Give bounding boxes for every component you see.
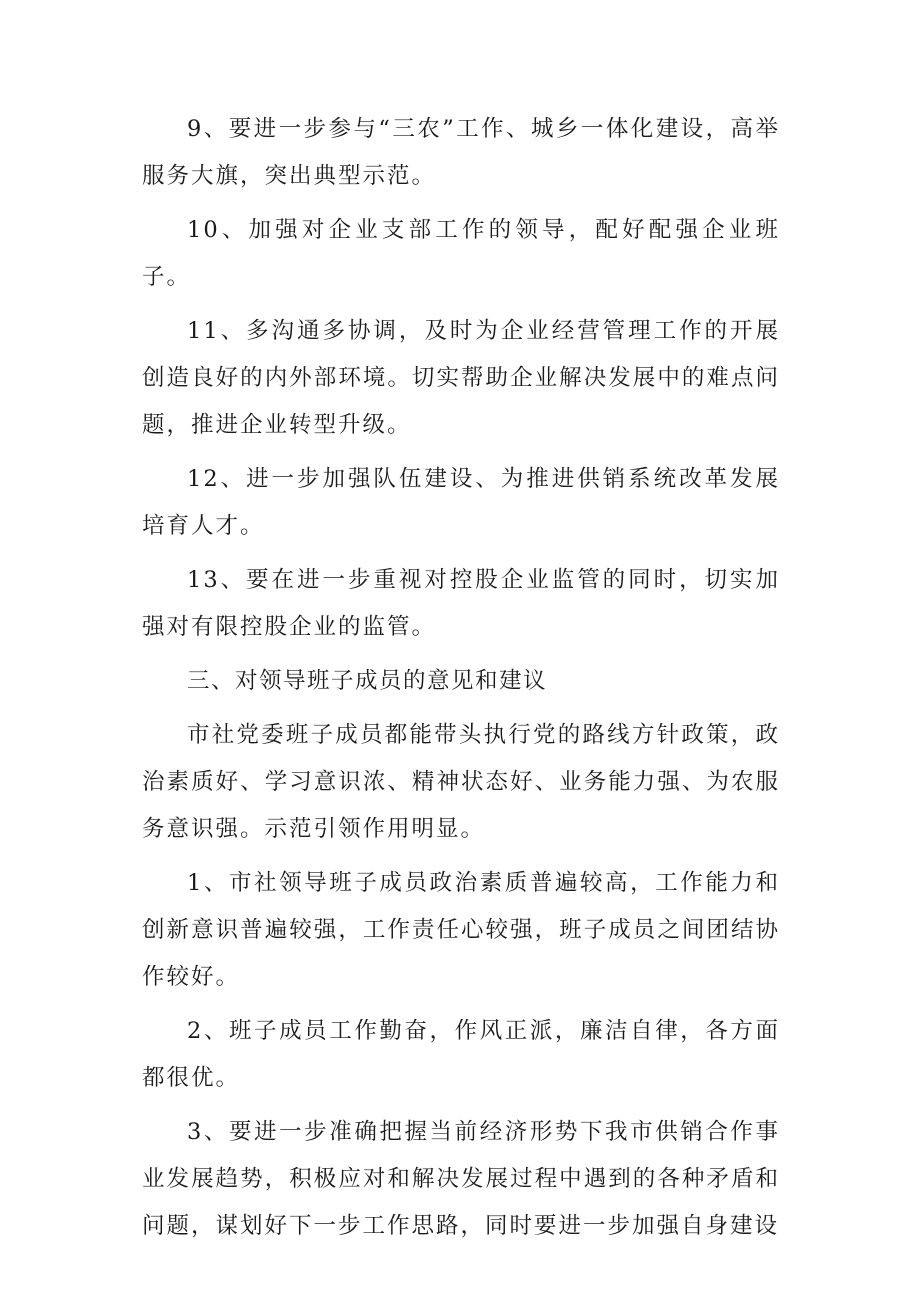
paragraph-item-10: 10、加强对企业支部工作的领导，配好配强企业班子。 — [142, 217, 780, 290]
paragraph-item-13: 13、要在进一步重视对控股企业监管的同时，切实加强对有限控股企业的监管。 — [142, 567, 780, 640]
paragraph-item-11: 11、多沟通多协调，及时为企业经营管理工作的开展创造良好的内外部环境。切实帮助企业解决发展中的难点问题，推进企业转型升级。 — [142, 318, 780, 438]
section-heading-three: 三、对领导班子成员的意见和建议 — [187, 668, 548, 694]
paragraph-point-2: 2、班子成员工作勤奋，作风正派，廉洁自律，各方面都很优。 — [142, 1018, 780, 1091]
paragraph-point-3: 3、要进一步准确把握当前经济形势下我市供销合作事业发展趋势，积极应对和解决发展过程中遇到的各种矛盾和问题，谋划好下一步工作思路，同时要进一步加强自身建设 — [142, 1119, 780, 1239]
document-page — [142, 106, 780, 1257]
paragraph-summary: 市社党委班子成员都能带头执行党的路线方针政策，政治素质好、学习意识浓、精神状态好、业务能力强、为农服务意识强。示范引领作用明显。 — [142, 722, 780, 842]
paragraph-item-12: 12、进一步加强队伍建设、为推进供销系统改革发展培育人才。 — [142, 466, 780, 539]
paragraph-item-9: 9、要进一步参与“三农”工作、城乡一体化建设，高举服务大旗，突出典型示范。 — [142, 116, 780, 189]
paragraph-point-1: 1、市社领导班子成员政治素质普遍较高，工作能力和创新意识普遍较强，工作责任心较强，班子成员之间团结协作较好。 — [142, 870, 780, 990]
